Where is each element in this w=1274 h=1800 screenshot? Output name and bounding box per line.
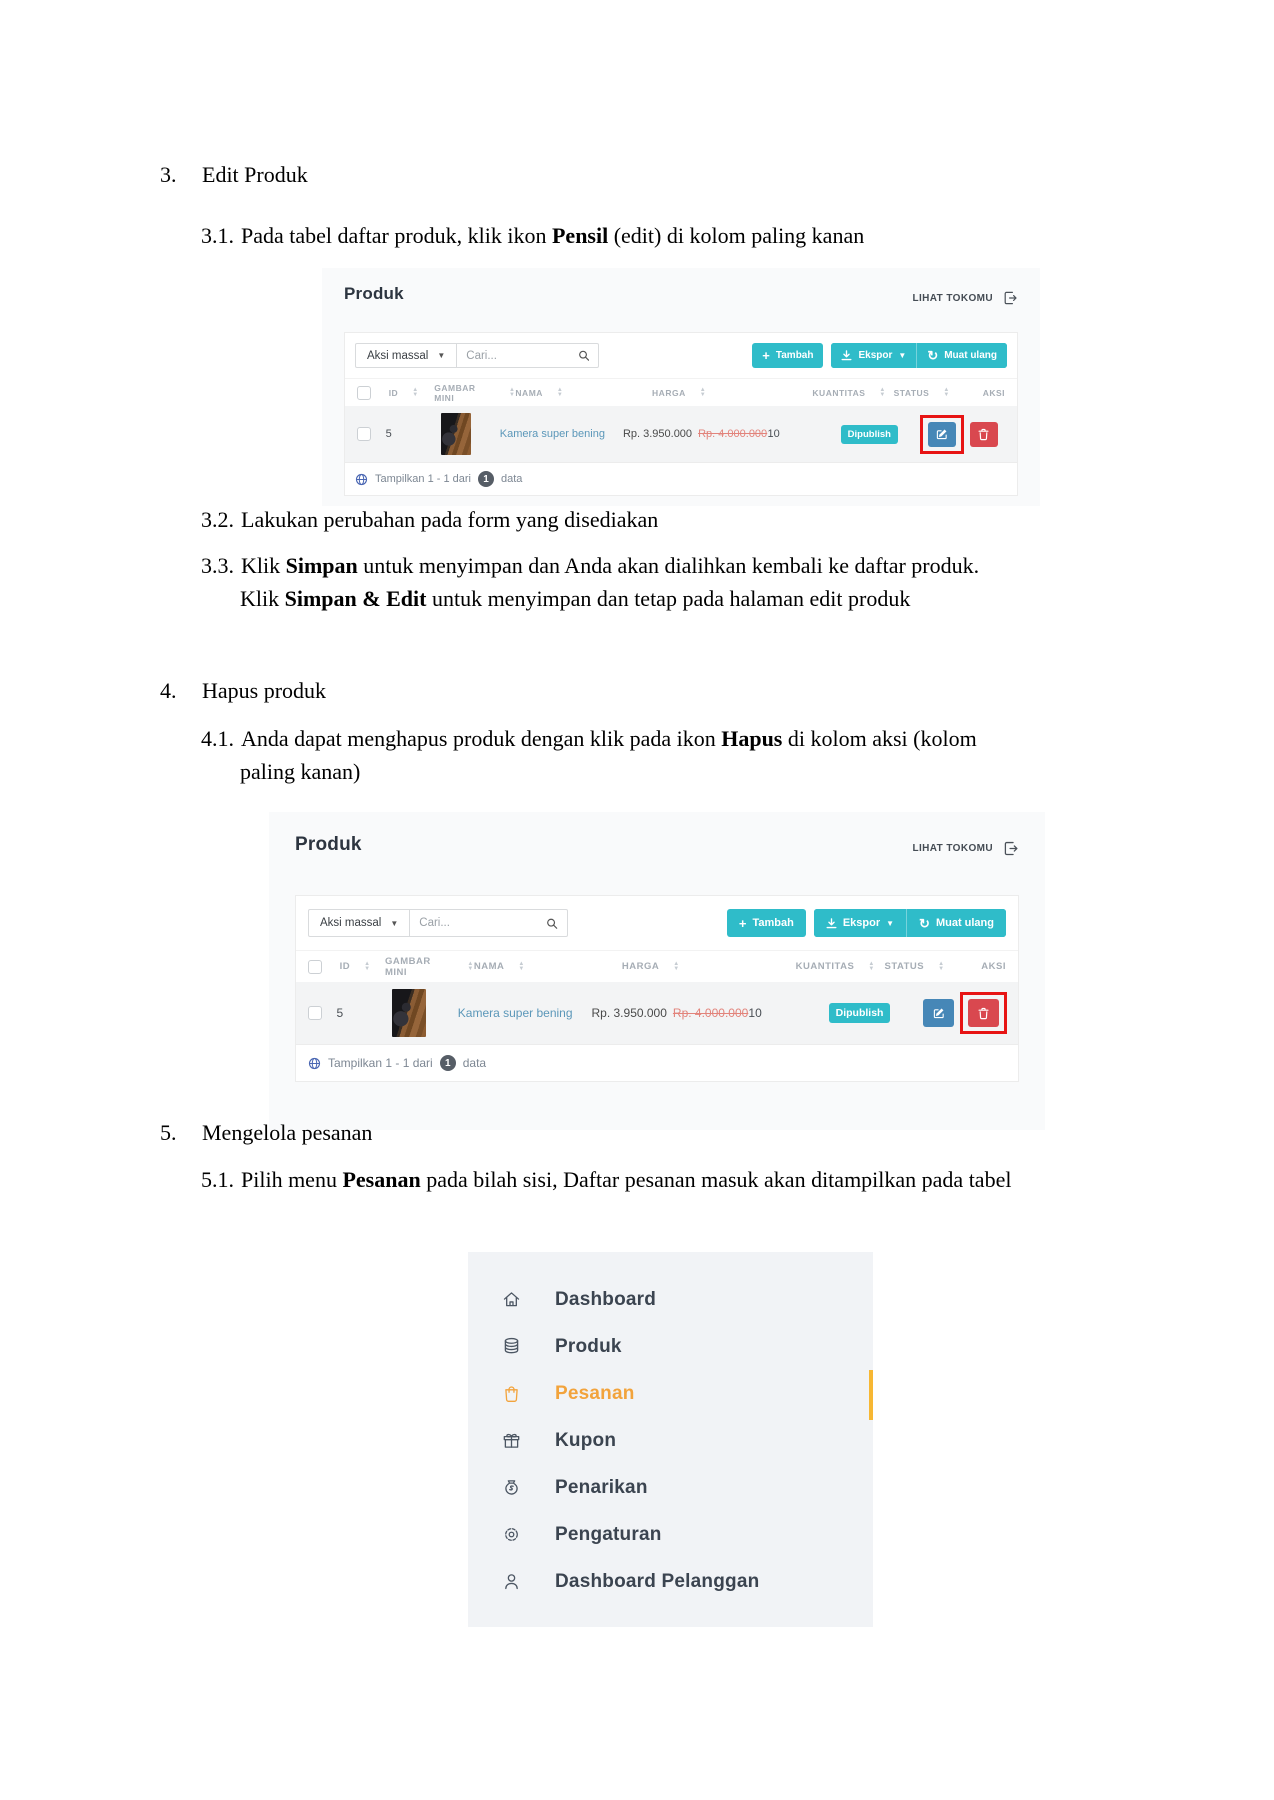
pencil-icon bbox=[933, 1007, 945, 1019]
reload-button[interactable] bbox=[917, 343, 1007, 368]
sort-icon[interactable] bbox=[879, 388, 885, 398]
sidebar-item-dashboard-pelanggan[interactable] bbox=[468, 1558, 873, 1605]
chevron-down-icon: ▼ bbox=[898, 351, 907, 360]
product-table-card bbox=[295, 895, 1019, 1082]
column-header-nama[interactable]: NAMA bbox=[473, 961, 505, 972]
export-label: Ekspor bbox=[842, 917, 881, 929]
search-input[interactable] bbox=[466, 350, 577, 362]
refresh-icon: ↻ bbox=[927, 348, 939, 363]
item-3-1 bbox=[201, 219, 1141, 252]
search-box[interactable] bbox=[457, 343, 599, 368]
item-5-1 bbox=[201, 1163, 1021, 1196]
column-header-harga[interactable]: HARGA bbox=[621, 961, 660, 972]
bulk-action-select[interactable] bbox=[355, 343, 457, 368]
row-checkbox[interactable] bbox=[308, 1006, 322, 1020]
cell-price: Rp. 3.950.000 bbox=[622, 428, 693, 440]
cell-id: 5 bbox=[336, 1006, 344, 1020]
highlight-rectangle bbox=[928, 422, 956, 447]
external-link-icon bbox=[1002, 840, 1019, 857]
view-store-link[interactable] bbox=[912, 284, 1018, 306]
export-reload-group bbox=[814, 909, 1006, 937]
sidebar-item-kupon[interactable] bbox=[468, 1417, 873, 1464]
sort-icon[interactable] bbox=[518, 962, 524, 972]
product-thumbnail[interactable] bbox=[441, 413, 471, 455]
search-icon bbox=[578, 349, 590, 362]
item-text: Pada tabel daftar produk, klik ikon bbox=[241, 223, 552, 248]
sidebar-item-produk[interactable] bbox=[468, 1323, 873, 1370]
table-row bbox=[345, 406, 1017, 462]
column-header-status[interactable]: STATUS bbox=[893, 387, 930, 398]
column-header-status[interactable]: STATUS bbox=[884, 961, 925, 972]
reload-label: Muat ulang bbox=[944, 350, 997, 361]
cell-price: Rp. 3.950.000 bbox=[591, 1006, 667, 1020]
table-header-row bbox=[296, 950, 1018, 982]
export-label: Ekspor bbox=[858, 350, 893, 361]
cell-quantity: 10 bbox=[748, 1006, 762, 1020]
bulk-action-label: Aksi massal bbox=[320, 917, 382, 929]
table-footer bbox=[296, 1044, 1018, 1081]
reload-label: Muat ulang bbox=[935, 917, 994, 929]
sidebar-item-label: Produk bbox=[555, 1335, 622, 1357]
item-text: (edit) di kolom paling kanan bbox=[608, 223, 865, 248]
pencil-icon bbox=[936, 428, 948, 440]
plus-icon: + bbox=[762, 348, 770, 363]
sort-icon[interactable] bbox=[868, 962, 874, 972]
money-bag-icon bbox=[501, 1477, 522, 1498]
edit-button[interactable] bbox=[923, 999, 954, 1027]
external-link-icon bbox=[1002, 290, 1018, 306]
delete-button-wrap bbox=[970, 422, 998, 447]
sidebar-item-penarikan[interactable] bbox=[468, 1464, 873, 1511]
sidebar-item-label: Kupon bbox=[555, 1429, 617, 1451]
item-text: Lakukan perubahan pada form yang disediakan bbox=[241, 507, 659, 532]
footer-text: Tampilkan 1 - 1 dari bbox=[328, 1056, 433, 1070]
item-4-1 bbox=[201, 722, 1001, 788]
sidebar-item-label: Dashboard Pelanggan bbox=[555, 1570, 760, 1592]
item-number: 5.1. bbox=[201, 1167, 234, 1192]
page-title: Produk bbox=[344, 284, 404, 303]
add-label: Tambah bbox=[752, 917, 794, 929]
page-title: Produk bbox=[295, 834, 362, 855]
column-header-nama[interactable]: NAMA bbox=[515, 387, 543, 398]
download-icon bbox=[826, 918, 837, 929]
sort-icon[interactable] bbox=[364, 962, 370, 972]
sidebar-item-pengaturan[interactable] bbox=[468, 1511, 873, 1558]
item-number: 4.1. bbox=[201, 726, 234, 751]
table-toolbar bbox=[296, 896, 1018, 950]
home-icon bbox=[501, 1289, 522, 1310]
trash-icon bbox=[978, 1007, 989, 1020]
view-store-label: LIHAT TOKOMU bbox=[912, 843, 993, 854]
cell-old-price: Rp. 4.000.000 bbox=[672, 1006, 749, 1020]
item-text: Anda dapat menghapus produk dengan klik pada ikon bbox=[241, 726, 722, 751]
row-checkbox[interactable] bbox=[357, 427, 371, 441]
refresh-icon: ↻ bbox=[919, 915, 930, 931]
delete-button[interactable] bbox=[968, 999, 999, 1027]
item-text: Klik bbox=[241, 553, 286, 578]
item-text-bold: Simpan & Edit bbox=[284, 586, 427, 611]
item-3-3 bbox=[201, 549, 991, 615]
item-text: untuk menyimpan dan Anda akan dialihkan kembali ke daftar produk. Klik bbox=[240, 553, 980, 611]
item-text: Pilih menu bbox=[241, 1167, 343, 1192]
product-page-header bbox=[269, 812, 1045, 857]
edit-button[interactable] bbox=[928, 422, 956, 447]
column-header-gambar[interactable]: GAMBAR MINI bbox=[434, 382, 476, 403]
item-text-bold: Hapus bbox=[721, 726, 783, 751]
item-number: 3.1. bbox=[201, 223, 234, 248]
footer-text: Tampilkan 1 - 1 dari bbox=[375, 473, 471, 485]
column-header-gambar[interactable]: GAMBAR MINI bbox=[385, 955, 431, 978]
user-icon bbox=[501, 1571, 522, 1592]
view-store-label: LIHAT TOKOMU bbox=[912, 292, 993, 304]
table-toolbar bbox=[345, 333, 1017, 378]
download-icon bbox=[841, 350, 852, 361]
section-title: Edit Produk bbox=[202, 162, 308, 187]
globe-icon bbox=[355, 473, 368, 486]
add-button[interactable] bbox=[752, 343, 823, 368]
view-store-link[interactable] bbox=[912, 834, 1019, 857]
data-count-badge: 1 bbox=[478, 471, 494, 487]
footer-text: data bbox=[501, 473, 523, 485]
column-header-kuantitas[interactable]: KUANTITAS bbox=[795, 961, 855, 972]
add-label: Tambah bbox=[775, 350, 814, 361]
search-box[interactable] bbox=[410, 909, 568, 937]
item-text: untuk menyimpan dan tetap pada halaman edit produk bbox=[426, 586, 911, 611]
section-number: 3. bbox=[160, 162, 177, 187]
active-item-indicator-bar bbox=[869, 1370, 873, 1420]
plus-icon: + bbox=[738, 915, 747, 931]
globe-icon bbox=[308, 1057, 321, 1070]
screenshot-product-table-edit bbox=[322, 268, 1040, 506]
item-number: 3.3. bbox=[201, 553, 234, 578]
database-icon bbox=[501, 1336, 522, 1357]
sidebar-item-pesanan[interactable] bbox=[468, 1370, 873, 1417]
gift-icon bbox=[501, 1430, 522, 1451]
sidebar-item-label: Pesanan bbox=[555, 1382, 635, 1404]
sort-icon[interactable] bbox=[673, 962, 679, 972]
table-footer bbox=[345, 462, 1017, 495]
sort-icon[interactable] bbox=[557, 388, 563, 398]
section-heading-5 bbox=[160, 1118, 372, 1148]
gear-icon bbox=[501, 1524, 522, 1545]
add-button[interactable] bbox=[727, 909, 806, 937]
sort-icon[interactable] bbox=[938, 962, 944, 972]
sidebar-item-label: Penarikan bbox=[555, 1476, 648, 1498]
shopping-bag-icon bbox=[501, 1383, 522, 1404]
export-reload-group bbox=[831, 343, 1007, 368]
item-number: 3.2. bbox=[201, 507, 234, 532]
sidebar-item-dashboard[interactable] bbox=[468, 1276, 873, 1323]
trash-icon bbox=[978, 428, 989, 441]
item-3-2 bbox=[201, 503, 1141, 536]
item-text-bold: Pesanan bbox=[342, 1167, 421, 1192]
export-button[interactable] bbox=[814, 909, 907, 937]
status-badge: Dipublish bbox=[829, 1003, 891, 1023]
item-text: pada bilah sisi, Daftar pesanan masuk akan ditampilkan pada tabel bbox=[420, 1167, 1012, 1192]
select-all-checkbox[interactable] bbox=[357, 386, 371, 400]
item-text: di kolom aksi (kolom paling kanan) bbox=[240, 726, 977, 784]
edit-button-wrap bbox=[923, 999, 954, 1027]
item-text-bold: Simpan bbox=[285, 553, 358, 578]
sidebar-item-label: Pengaturan bbox=[555, 1523, 662, 1545]
chevron-down-icon: ▼ bbox=[390, 918, 399, 928]
sort-icon[interactable] bbox=[943, 388, 949, 398]
screenshot-sidebar-menu bbox=[468, 1252, 873, 1627]
search-icon bbox=[546, 917, 558, 930]
sort-icon[interactable] bbox=[700, 388, 706, 398]
footer-text: data bbox=[462, 1056, 487, 1070]
column-header-kuantitas[interactable]: KUANTITAS bbox=[812, 387, 866, 398]
select-all-checkbox[interactable] bbox=[308, 960, 322, 974]
column-header-aksi: AKSI bbox=[981, 961, 1006, 972]
chevron-down-icon: ▼ bbox=[437, 351, 446, 360]
product-name-link[interactable]: Kamera super bening bbox=[457, 1006, 573, 1020]
status-badge: Dipublish bbox=[841, 425, 898, 444]
cell-old-price: Rp. 4.000.000 bbox=[698, 428, 768, 440]
cell-quantity: 10 bbox=[767, 428, 780, 440]
search-input[interactable] bbox=[419, 917, 546, 929]
reload-button[interactable] bbox=[907, 909, 1006, 937]
product-thumbnail[interactable] bbox=[392, 989, 426, 1037]
chevron-down-icon: ▼ bbox=[886, 918, 895, 928]
section-number: 4. bbox=[160, 678, 177, 703]
section-heading-4 bbox=[160, 676, 326, 706]
column-header-aksi: AKSI bbox=[982, 387, 1006, 398]
cell-id: 5 bbox=[385, 428, 392, 440]
column-header-harga[interactable]: HARGA bbox=[652, 387, 686, 398]
section-heading-3 bbox=[160, 160, 308, 190]
section-title: Mengelola pesanan bbox=[202, 1120, 373, 1145]
column-header-id[interactable]: ID bbox=[339, 961, 351, 972]
table-header-row bbox=[345, 378, 1017, 406]
bulk-action-select[interactable] bbox=[308, 909, 410, 937]
sidebar-item-label: Dashboard bbox=[555, 1288, 657, 1310]
section-number: 5. bbox=[160, 1120, 177, 1145]
data-count-badge: 1 bbox=[440, 1055, 456, 1071]
sort-icon[interactable] bbox=[412, 388, 418, 398]
screenshot-product-table-delete bbox=[269, 812, 1045, 1130]
product-table-card bbox=[344, 332, 1018, 496]
highlight-rectangle bbox=[968, 999, 999, 1027]
column-header-id[interactable]: ID bbox=[388, 387, 399, 398]
product-name-link[interactable]: Kamera super bening bbox=[499, 428, 605, 440]
item-text-bold: Pensil bbox=[551, 223, 609, 248]
bulk-action-label: Aksi massal bbox=[367, 349, 429, 362]
export-button[interactable] bbox=[831, 343, 917, 368]
product-page-header bbox=[322, 268, 1040, 306]
table-row bbox=[296, 982, 1018, 1044]
section-title: Hapus produk bbox=[202, 678, 327, 703]
delete-button[interactable] bbox=[970, 422, 998, 447]
